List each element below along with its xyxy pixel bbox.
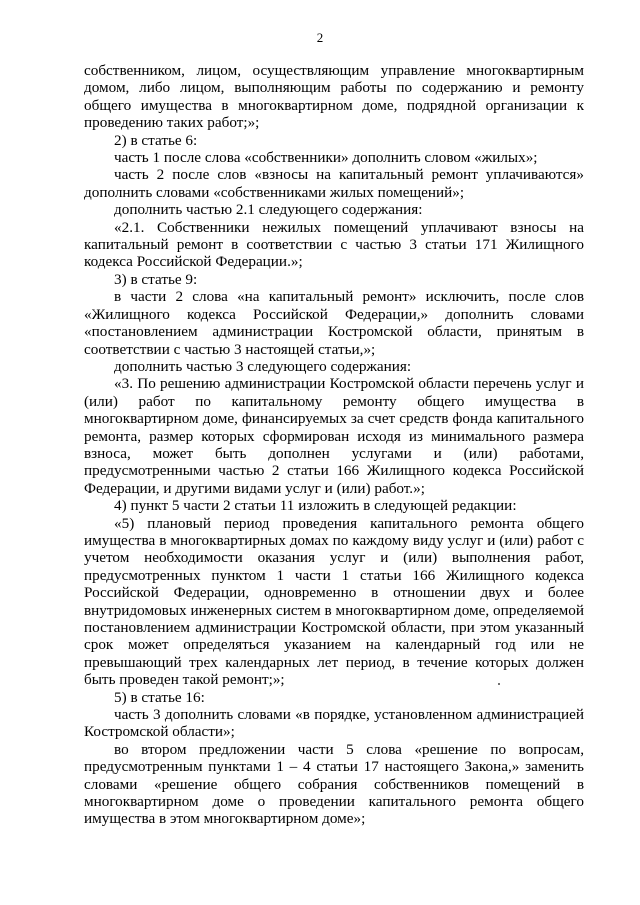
paragraph: во втором предложении части 5 слова «решение по вопросам, предусмотренным пунктами 1 – 4 статьи 17 настоящего Закона,» заменить словами «решение общего собрания собственников помещений в многоквартирном доме о проведении капитального ремонта общего имущества в этом многоквартирном доме»; [84, 740, 584, 828]
paragraph-continuation: собственником, лицом, осуществляющим управление многоквартирным домом, либо лицом, выполняющим работы по содержанию и ремонту общего имущества в многоквартирном доме, подрядной организации к проведению таких работ;»; [84, 62, 584, 132]
paragraph-quote: «2.1. Собственники нежилых помещений уплачивают взносы на капитальный ремонт в соответствии с частью 3 статьи 171 Жилищного кодекса Российской Федерации.»; [84, 218, 584, 271]
page-number: 2 [316, 30, 324, 45]
paragraph-item-2: 2) в статье 6: [114, 131, 198, 149]
document-body [84, 62, 584, 828]
paragraph: часть 1 после слова «собственники» дополнить словом «жилых»; [114, 149, 538, 167]
paragraph: часть 3 дополнить словами «в порядке, установленном администрацией Костромской области»; [84, 706, 584, 741]
paragraph: дополнить частью 3 следующего содержания: [114, 357, 412, 375]
paragraph: часть 2 после слов «взносы на капитальный ремонт уплачиваются» дополнить словами «собственниками жилых помещений»; [84, 166, 584, 201]
paragraph: дополнить частью 2.1 следующего содержания: [114, 201, 423, 219]
paragraph-item-5: 5) в статье 16: [114, 688, 205, 706]
scan-speck [498, 683, 500, 685]
paragraph-item-4: 4) пункт 5 части 2 статьи 11 изложить в следующей редакции: [114, 497, 517, 515]
paragraph: в части 2 слова «на капитальный ремонт» исключить, после слов «Жилищного кодекса Российской Федерации,» дополнить словами «постановлением администрации Костромской области, принятым в соответствии с частью 3 настоящей статьи,»; [84, 288, 584, 358]
paragraph-item-3: 3) в статье 9: [114, 270, 198, 288]
paragraph-quote: «3. По решению администрации Костромской области перечень услуг и (или) работ по капитальному ремонту общего имущества в многоквартирном доме, финансируемых за счет средств фонда капитального ремонта, размер которых сформирован исходя из минимального размера взноса, может быть дополнен услугами и (или) работами, предусмотренными частью 2 статьи 166 Жилищного кодекса Российской Федерации, и другими видами услуг и (или) работ.»; [84, 375, 584, 497]
paragraph-quote: «5) плановый период проведения капитального ремонта общего имущества в многоквартирных домах по каждому виду услуг и (или) работ с учетом необходимости оказания услуг и (или) выполнения работ, предусмотренных пунктом 1 части 1 статьи 166 Жилищного кодекса Российской Федерации, одновременно в отношении двух и более внутридомовых инженерных систем в многоквартирном доме, определяемой постановлением администрации Костромской области, при этом указанный срок может определяться указанием на календарный год или не превышающий трех календарных лет период, в течение которых должен быть проведен такой ремонт;»; [84, 514, 584, 689]
